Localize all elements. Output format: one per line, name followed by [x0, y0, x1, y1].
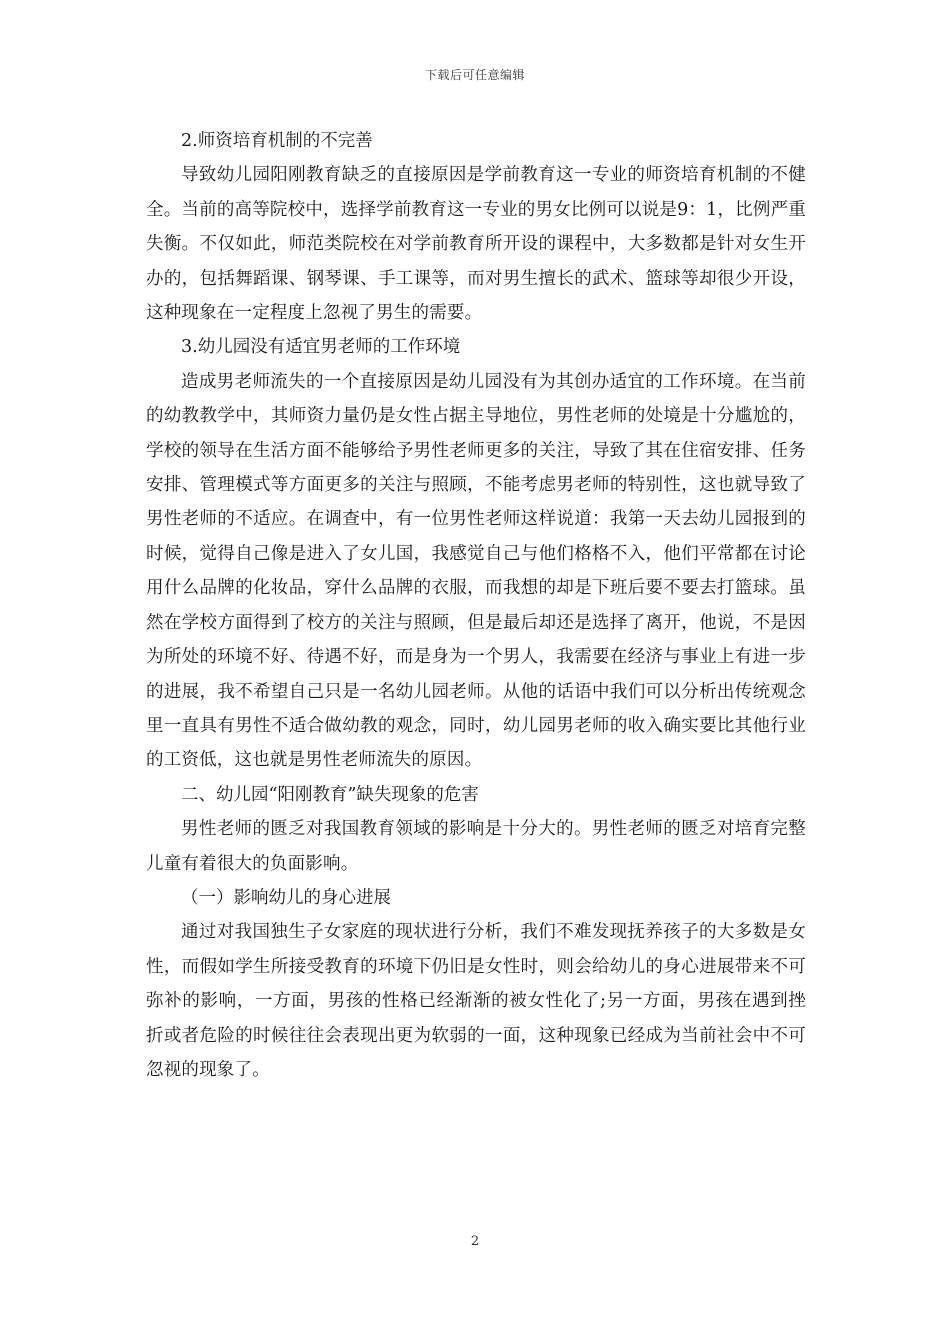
- subsection-1-paragraph: 通过对我国独生子女家庭的现状进行分析，我们不难发现抚养孩子的大多数是女性，而假如学生所接受教育的环境下仍旧是女性时，则会给幼儿的身心进展带来不可弥补的影响，一方面，男孩的性格已经渐渐的被女性化了;另一方面，男孩在遇到挫折或者危险的时候往往会表现出更为软弱的一面，这种现象已经成为当前社会中不可忽视的现象了。: [146, 922, 806, 1080]
- part-2-paragraph: 男性老师的匮乏对我国教育领域的影响是十分大的。男性老师的匮乏对培育完整儿童有着很大的负面影响。: [146, 819, 806, 874]
- section-3-paragraph: 造成男老师流失的一个直接原因是幼儿园没有为其创办适宜的工作环境。在当前的幼教教学中，其师资力量仍是女性占据主导地位，男性老师的处境是十分尴尬的，学校的领导在生活方面不能够给予男性老师更多的关注，导致了其在住宿安排、任务安排、管理模式等方面更多的关注与照顾，不能考虑男老师的特别性，这也就导致了男性老师的不适应。在调查中，有一位男性老师这样说道：我第一天去幼儿园报到的时候，觉得自己像是进入了女儿国，我感觉自己与他们格格不入，他们平常都在讨论用什么品牌的化妆品，穿什么品牌的衣服，而我想的却是下班后要不要去打篮球。虽然在学校方面得到了校方的关注与照顾，但是最后却还是选择了离开，他说，不是因为所处的环境不好、待遇不好，而是身为一个男人，我需要在经济与事业上有进一步的进展，我不希望自己只是一名幼儿园老师。从他的话语中我们可以分析出传统观念里一直具有男性不适合做幼教的观念，同时，幼儿园男老师的收入确实要比其他行业的工资低，这也就是男性老师流失的原因。: [146, 371, 806, 771]
- section-3-heading: 3.幼儿园没有适宜男老师的工作环境: [181, 337, 461, 358]
- subsection-1-heading: （一）影响幼儿的身心进展: [181, 887, 391, 908]
- page-header: 下载后可任意编辑: [424, 68, 525, 82]
- page-number: 2: [470, 1234, 480, 1249]
- document-body: [146, 124, 806, 1087]
- part-2-heading: 二、幼儿园“阳刚教育”缺失现象的危害: [181, 784, 479, 805]
- section-2-paragraph: 导致幼儿园阳刚教育缺乏的直接原因是学前教育这一专业的师资培育机制的不健全。当前的高等院校中，选择学前教育这一专业的男女比例可以说是9：1，比例严重失衡。不仅如此，师范类院校在对学前教育所开设的课程中，大多数都是针对女生开办的，包括舞蹈课、钢琴课、手工课等，而对男生擅长的武术、篮球等却很少开设，这种现象在一定程度上忽视了男生的需要。: [146, 165, 806, 324]
- section-2-heading: 2.师资培育机制的不完善: [181, 131, 373, 151]
